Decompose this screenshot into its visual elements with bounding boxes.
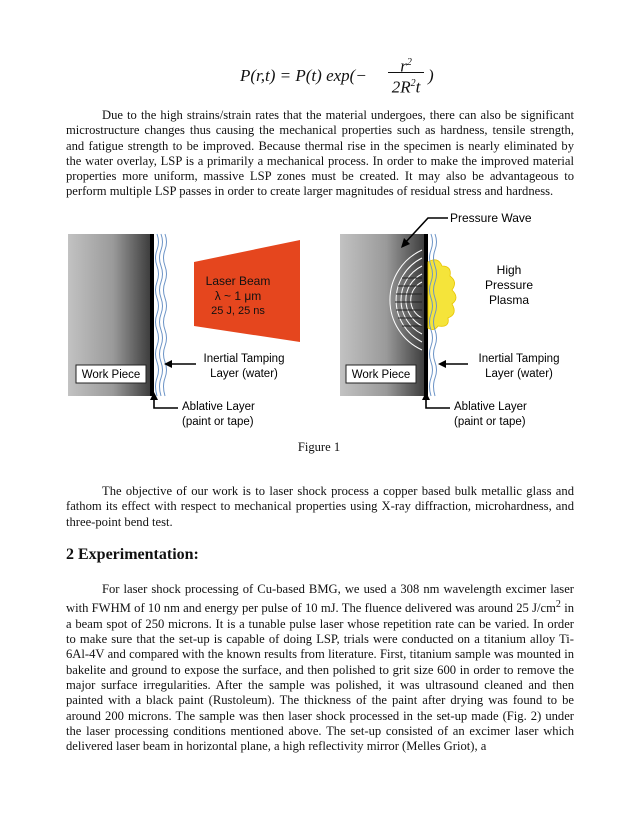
work-piece-label-right: Work Piece — [351, 369, 411, 381]
pressure-equation — [240, 48, 440, 110]
ablative-label-line1: Ablative Layer — [182, 401, 255, 413]
tamping-label-line1: Inertial Tamping — [203, 353, 285, 365]
equation-numerator: $r^2$ — [400, 56, 412, 76]
plasma-label-line2: Pressure — [484, 278, 534, 292]
plasma-label-line3: Plasma — [488, 293, 530, 307]
right-panel — [340, 211, 559, 428]
tamping-label-line2: Layer (water) — [210, 368, 278, 380]
paragraph-microstructure: Due to the high strains/strain rates that the material undergoes, there can also be significant microstructure changes thus causing the mechanical properties such as hardness, tensile strength, and fatigue strength to be improved. Because thermal rise in the specimen is nearly eliminated by the water overlay, LSP is a primarily a mechanical process. In order to make the improved material properties more uniform, massive LSP zones must be created. It may also be advantageous to perform multiple LSP passes in order to create larger magnitudes of residual stress and hardness. — [66, 108, 574, 199]
left-panel — [68, 234, 300, 428]
equation-lhs: P(r,t) = P(t) exp(− — [240, 66, 367, 85]
ablative-arrow — [154, 396, 178, 408]
ablative-arrow-right — [426, 396, 450, 408]
section-heading-experimentation: 2 Experimentation: — [66, 546, 199, 563]
laser-energy: 25 J, 25 ns — [211, 305, 265, 317]
water-layer-waves — [156, 234, 167, 396]
paragraph-experimentation: For laser shock processing of Cu-based BMG, we used a 308 nm wavelength excimer laser with FWHM of 10 nm and energy per pulse of 10 mJ. The fluence delivered was around 25 $J/cm^2$ in a beam spot of 250 microns. It is a tunable pulse laser whose repetition rate can be varied. In order to make sure that the set-up is capable of doing LSP, trials were conducted on a titanium alloy Ti-6Al-4V and compared with the known results from literature. First, titanium sample was mounted in bakelite and ground to expose the surface, and then polished to grit size 600 in order to remove the major surface irregularities. After the sample was polished, it was ultrasound cleaned and then painted with a black paint (Rustoleum). The thickness of the paint after drying was found to be around 200 microns. The sample was then laser shock processed in the set-up made (Fig. 2) under the laser processing conditions mentioned above. The set-up consisted of an excimer laser which delivered laser beam in horizontal plane, a high reflectivity mirror (Melles Griot), a — [66, 582, 574, 754]
ablative-label-line2: (paint or tape) — [182, 416, 254, 428]
laser-beam-title: Laser Beam — [205, 274, 271, 288]
ablative-label-line2-right: (paint or tape) — [454, 416, 526, 428]
work-piece-label: Work Piece — [81, 369, 141, 381]
equation-fraction — [387, 48, 425, 99]
plasma-label-line1: High — [496, 263, 522, 277]
tamping-arrowhead-right — [438, 360, 446, 368]
figure-1-lsp-diagram — [64, 200, 576, 440]
paragraph-objective: The objective of our work is to laser shock process a copper based bulk metallic glass and fathom its effect with respect to mechanical properties using X-ray diffraction, microhardness, and three-point bend test. — [66, 484, 574, 529]
tamping-label-line2-right: Layer (water) — [485, 368, 553, 380]
laser-wavelength: λ ~ 1 μm — [214, 289, 262, 303]
tamping-label-line1-right: Inertial Tamping — [478, 353, 560, 365]
ablative-label-line1-right: Ablative Layer — [454, 401, 527, 413]
equation-denominator: $2R^2t$ — [391, 77, 421, 97]
ablative-layer-stripe — [150, 234, 154, 396]
equation-rhs: ) — [428, 66, 434, 85]
pressure-wave-label: Pressure Wave — [450, 211, 532, 225]
figure-caption: Figure 1 — [297, 440, 341, 454]
ablative-layer-stripe-right — [424, 234, 428, 396]
